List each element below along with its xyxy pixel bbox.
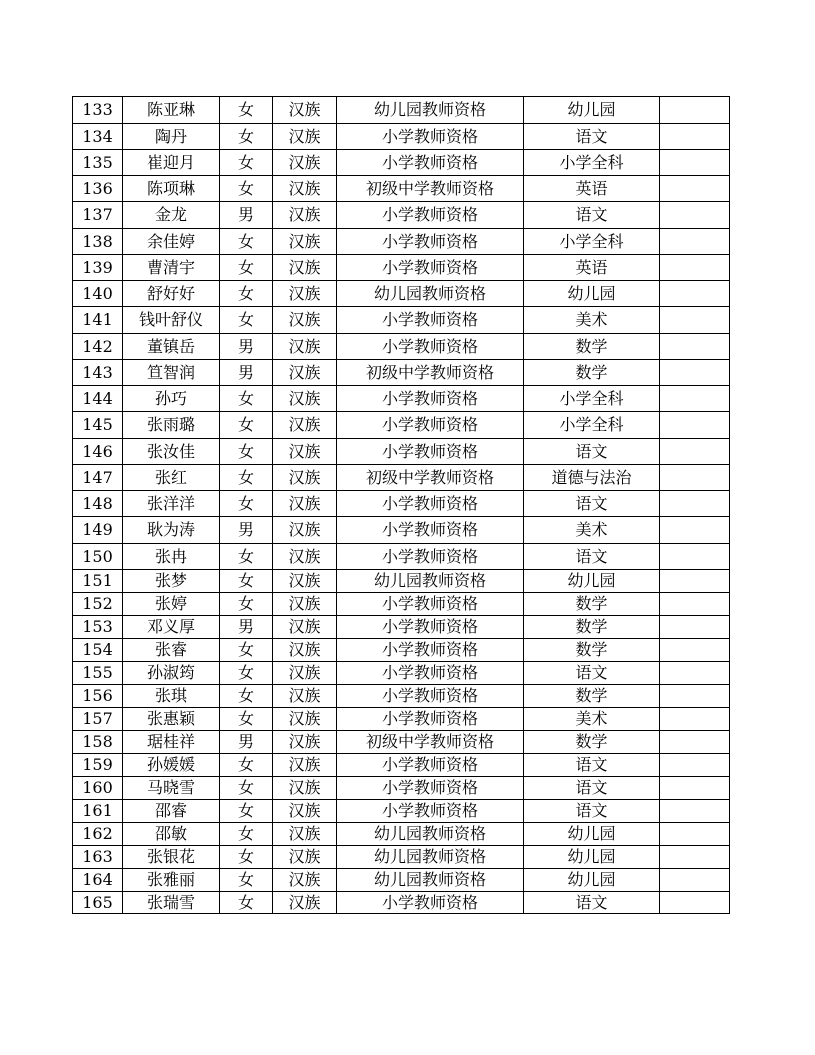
table-row bbox=[73, 465, 730, 491]
certificate-type-cell: 幼儿园教师资格 bbox=[337, 823, 524, 846]
subject-cell: 英语 bbox=[524, 255, 660, 281]
row-number-cell: 148 bbox=[73, 491, 123, 517]
table-row bbox=[73, 754, 730, 777]
ethnicity-cell: 汉族 bbox=[273, 754, 337, 777]
ethnicity-cell: 汉族 bbox=[273, 517, 337, 544]
row-number-cell: 141 bbox=[73, 307, 123, 334]
gender-cell: 女 bbox=[220, 846, 273, 869]
gender-cell: 女 bbox=[220, 412, 273, 439]
ethnicity-cell: 汉族 bbox=[273, 334, 337, 360]
table-row bbox=[73, 281, 730, 307]
gender-cell: 女 bbox=[220, 662, 273, 685]
table-row bbox=[73, 685, 730, 708]
ethnicity-cell: 汉族 bbox=[273, 281, 337, 307]
remarks-cell bbox=[660, 846, 730, 869]
teacher-certificate-table bbox=[72, 96, 730, 914]
ethnicity-cell: 汉族 bbox=[273, 150, 337, 176]
row-number-cell: 154 bbox=[73, 639, 123, 662]
name-cell: 孙淑筠 bbox=[123, 662, 220, 685]
remarks-cell bbox=[660, 731, 730, 754]
row-number-cell: 156 bbox=[73, 685, 123, 708]
subject-cell: 数学 bbox=[524, 731, 660, 754]
certificate-type-cell: 小学教师资格 bbox=[337, 754, 524, 777]
gender-cell: 女 bbox=[220, 150, 273, 176]
certificate-type-cell: 小学教师资格 bbox=[337, 639, 524, 662]
gender-cell: 男 bbox=[220, 334, 273, 360]
table-row bbox=[73, 176, 730, 202]
ethnicity-cell: 汉族 bbox=[273, 97, 337, 124]
table-row bbox=[73, 593, 730, 616]
table-row bbox=[73, 491, 730, 517]
name-cell: 孙媛媛 bbox=[123, 754, 220, 777]
row-number-cell: 150 bbox=[73, 544, 123, 570]
gender-cell: 女 bbox=[220, 255, 273, 281]
name-cell: 张婷 bbox=[123, 593, 220, 616]
row-number-cell: 158 bbox=[73, 731, 123, 754]
name-cell: 邓义厚 bbox=[123, 616, 220, 639]
certificate-type-cell: 小学教师资格 bbox=[337, 892, 524, 914]
table-row bbox=[73, 708, 730, 731]
table-row bbox=[73, 846, 730, 869]
subject-cell: 语文 bbox=[524, 439, 660, 465]
gender-cell: 女 bbox=[220, 639, 273, 662]
table-row bbox=[73, 334, 730, 360]
remarks-cell bbox=[660, 544, 730, 570]
ethnicity-cell: 汉族 bbox=[273, 465, 337, 491]
row-number-cell: 147 bbox=[73, 465, 123, 491]
table-row bbox=[73, 386, 730, 412]
remarks-cell bbox=[660, 202, 730, 229]
name-cell: 张汝佳 bbox=[123, 439, 220, 465]
table-row bbox=[73, 202, 730, 229]
name-cell: 崔迎月 bbox=[123, 150, 220, 176]
subject-cell: 数学 bbox=[524, 593, 660, 616]
remarks-cell bbox=[660, 823, 730, 846]
subject-cell: 英语 bbox=[524, 176, 660, 202]
row-number-cell: 161 bbox=[73, 800, 123, 823]
table-row bbox=[73, 777, 730, 800]
certificate-type-cell: 幼儿园教师资格 bbox=[337, 846, 524, 869]
certificate-type-cell: 初级中学教师资格 bbox=[337, 360, 524, 386]
row-number-cell: 143 bbox=[73, 360, 123, 386]
table-row bbox=[73, 412, 730, 439]
table-row bbox=[73, 97, 730, 124]
certificate-type-cell: 小学教师资格 bbox=[337, 616, 524, 639]
gender-cell: 女 bbox=[220, 307, 273, 334]
certificate-type-cell: 小学教师资格 bbox=[337, 439, 524, 465]
ethnicity-cell: 汉族 bbox=[273, 777, 337, 800]
subject-cell: 数学 bbox=[524, 334, 660, 360]
ethnicity-cell: 汉族 bbox=[273, 800, 337, 823]
certificate-type-cell: 幼儿园教师资格 bbox=[337, 869, 524, 892]
name-cell: 金龙 bbox=[123, 202, 220, 229]
name-cell: 张雨璐 bbox=[123, 412, 220, 439]
ethnicity-cell: 汉族 bbox=[273, 176, 337, 202]
remarks-cell bbox=[660, 754, 730, 777]
certificate-type-cell: 小学教师资格 bbox=[337, 685, 524, 708]
subject-cell: 数学 bbox=[524, 639, 660, 662]
ethnicity-cell: 汉族 bbox=[273, 386, 337, 412]
name-cell: 张琪 bbox=[123, 685, 220, 708]
certificate-type-cell: 小学教师资格 bbox=[337, 124, 524, 150]
name-cell: 张雅丽 bbox=[123, 869, 220, 892]
subject-cell: 幼儿园 bbox=[524, 570, 660, 593]
remarks-cell bbox=[660, 639, 730, 662]
gender-cell: 女 bbox=[220, 386, 273, 412]
table-row bbox=[73, 544, 730, 570]
name-cell: 张银花 bbox=[123, 846, 220, 869]
remarks-cell bbox=[660, 570, 730, 593]
ethnicity-cell: 汉族 bbox=[273, 491, 337, 517]
row-number-cell: 159 bbox=[73, 754, 123, 777]
name-cell: 耿为涛 bbox=[123, 517, 220, 544]
gender-cell: 男 bbox=[220, 616, 273, 639]
table-row bbox=[73, 892, 730, 914]
certificate-type-cell: 小学教师资格 bbox=[337, 229, 524, 255]
row-number-cell: 164 bbox=[73, 869, 123, 892]
gender-cell: 女 bbox=[220, 465, 273, 491]
certificate-type-cell: 小学教师资格 bbox=[337, 412, 524, 439]
row-number-cell: 136 bbox=[73, 176, 123, 202]
gender-cell: 女 bbox=[220, 777, 273, 800]
subject-cell: 语文 bbox=[524, 754, 660, 777]
row-number-cell: 146 bbox=[73, 439, 123, 465]
ethnicity-cell: 汉族 bbox=[273, 229, 337, 255]
ethnicity-cell: 汉族 bbox=[273, 823, 337, 846]
ethnicity-cell: 汉族 bbox=[273, 124, 337, 150]
table-row bbox=[73, 517, 730, 544]
certificate-type-cell: 小学教师资格 bbox=[337, 334, 524, 360]
ethnicity-cell: 汉族 bbox=[273, 892, 337, 914]
certificate-type-cell: 幼儿园教师资格 bbox=[337, 97, 524, 124]
subject-cell: 数学 bbox=[524, 616, 660, 639]
row-number-cell: 153 bbox=[73, 616, 123, 639]
table-row bbox=[73, 639, 730, 662]
row-number-cell: 138 bbox=[73, 229, 123, 255]
certificate-type-cell: 小学教师资格 bbox=[337, 386, 524, 412]
table-row bbox=[73, 229, 730, 255]
name-cell: 张瑞雪 bbox=[123, 892, 220, 914]
name-cell: 邵敏 bbox=[123, 823, 220, 846]
subject-cell: 小学全科 bbox=[524, 412, 660, 439]
gender-cell: 男 bbox=[220, 731, 273, 754]
name-cell: 孙巧 bbox=[123, 386, 220, 412]
subject-cell: 幼儿园 bbox=[524, 846, 660, 869]
subject-cell: 美术 bbox=[524, 307, 660, 334]
gender-cell: 女 bbox=[220, 281, 273, 307]
gender-cell: 女 bbox=[220, 97, 273, 124]
name-cell: 马晓雪 bbox=[123, 777, 220, 800]
gender-cell: 女 bbox=[220, 176, 273, 202]
gender-cell: 女 bbox=[220, 754, 273, 777]
gender-cell: 女 bbox=[220, 708, 273, 731]
subject-cell: 小学全科 bbox=[524, 150, 660, 176]
remarks-cell bbox=[660, 685, 730, 708]
gender-cell: 女 bbox=[220, 124, 273, 150]
ethnicity-cell: 汉族 bbox=[273, 846, 337, 869]
remarks-cell bbox=[660, 869, 730, 892]
row-number-cell: 139 bbox=[73, 255, 123, 281]
gender-cell: 女 bbox=[220, 892, 273, 914]
remarks-cell bbox=[660, 307, 730, 334]
ethnicity-cell: 汉族 bbox=[273, 202, 337, 229]
name-cell: 舒好好 bbox=[123, 281, 220, 307]
row-number-cell: 135 bbox=[73, 150, 123, 176]
gender-cell: 男 bbox=[220, 360, 273, 386]
table-row bbox=[73, 439, 730, 465]
name-cell: 张红 bbox=[123, 465, 220, 491]
certificate-type-cell: 幼儿园教师资格 bbox=[337, 281, 524, 307]
remarks-cell bbox=[660, 360, 730, 386]
table-row bbox=[73, 800, 730, 823]
subject-cell: 小学全科 bbox=[524, 229, 660, 255]
ethnicity-cell: 汉族 bbox=[273, 544, 337, 570]
remarks-cell bbox=[660, 255, 730, 281]
table-body bbox=[73, 97, 730, 914]
certificate-type-cell: 小学教师资格 bbox=[337, 544, 524, 570]
subject-cell: 幼儿园 bbox=[524, 869, 660, 892]
ethnicity-cell: 汉族 bbox=[273, 360, 337, 386]
table-row bbox=[73, 662, 730, 685]
certificate-type-cell: 小学教师资格 bbox=[337, 593, 524, 616]
certificate-type-cell: 初级中学教师资格 bbox=[337, 465, 524, 491]
gender-cell: 女 bbox=[220, 685, 273, 708]
ethnicity-cell: 汉族 bbox=[273, 570, 337, 593]
subject-cell: 语文 bbox=[524, 491, 660, 517]
subject-cell: 数学 bbox=[524, 685, 660, 708]
name-cell: 余佳婷 bbox=[123, 229, 220, 255]
ethnicity-cell: 汉族 bbox=[273, 307, 337, 334]
certificate-type-cell: 小学教师资格 bbox=[337, 777, 524, 800]
gender-cell: 女 bbox=[220, 544, 273, 570]
table-row bbox=[73, 731, 730, 754]
row-number-cell: 152 bbox=[73, 593, 123, 616]
remarks-cell bbox=[660, 439, 730, 465]
remarks-cell bbox=[660, 616, 730, 639]
remarks-cell bbox=[660, 800, 730, 823]
certificate-type-cell: 小学教师资格 bbox=[337, 517, 524, 544]
remarks-cell bbox=[660, 176, 730, 202]
certificate-type-cell: 小学教师资格 bbox=[337, 800, 524, 823]
ethnicity-cell: 汉族 bbox=[273, 869, 337, 892]
row-number-cell: 137 bbox=[73, 202, 123, 229]
name-cell: 张睿 bbox=[123, 639, 220, 662]
gender-cell: 女 bbox=[220, 439, 273, 465]
ethnicity-cell: 汉族 bbox=[273, 708, 337, 731]
subject-cell: 道德与法治 bbox=[524, 465, 660, 491]
subject-cell: 语文 bbox=[524, 800, 660, 823]
subject-cell: 语文 bbox=[524, 777, 660, 800]
remarks-cell bbox=[660, 708, 730, 731]
row-number-cell: 133 bbox=[73, 97, 123, 124]
subject-cell: 语文 bbox=[524, 892, 660, 914]
certificate-type-cell: 初级中学教师资格 bbox=[337, 176, 524, 202]
gender-cell: 男 bbox=[220, 202, 273, 229]
name-cell: 邵睿 bbox=[123, 800, 220, 823]
certificate-type-cell: 小学教师资格 bbox=[337, 662, 524, 685]
name-cell: 张冉 bbox=[123, 544, 220, 570]
subject-cell: 美术 bbox=[524, 708, 660, 731]
name-cell: 董镇岳 bbox=[123, 334, 220, 360]
remarks-cell bbox=[660, 97, 730, 124]
name-cell: 陈亚琳 bbox=[123, 97, 220, 124]
ethnicity-cell: 汉族 bbox=[273, 639, 337, 662]
subject-cell: 语文 bbox=[524, 662, 660, 685]
ethnicity-cell: 汉族 bbox=[273, 593, 337, 616]
remarks-cell bbox=[660, 662, 730, 685]
name-cell: 笪智润 bbox=[123, 360, 220, 386]
gender-cell: 女 bbox=[220, 869, 273, 892]
ethnicity-cell: 汉族 bbox=[273, 439, 337, 465]
remarks-cell bbox=[660, 281, 730, 307]
subject-cell: 语文 bbox=[524, 202, 660, 229]
gender-cell: 女 bbox=[220, 800, 273, 823]
gender-cell: 男 bbox=[220, 517, 273, 544]
subject-cell: 幼儿园 bbox=[524, 823, 660, 846]
subject-cell: 小学全科 bbox=[524, 386, 660, 412]
ethnicity-cell: 汉族 bbox=[273, 616, 337, 639]
ethnicity-cell: 汉族 bbox=[273, 412, 337, 439]
name-cell: 曹清宇 bbox=[123, 255, 220, 281]
remarks-cell bbox=[660, 777, 730, 800]
row-number-cell: 163 bbox=[73, 846, 123, 869]
subject-cell: 语文 bbox=[524, 544, 660, 570]
table-row bbox=[73, 255, 730, 281]
row-number-cell: 162 bbox=[73, 823, 123, 846]
row-number-cell: 134 bbox=[73, 124, 123, 150]
certificate-type-cell: 小学教师资格 bbox=[337, 491, 524, 517]
ethnicity-cell: 汉族 bbox=[273, 662, 337, 685]
certificate-type-cell: 小学教师资格 bbox=[337, 202, 524, 229]
remarks-cell bbox=[660, 386, 730, 412]
row-number-cell: 144 bbox=[73, 386, 123, 412]
subject-cell: 幼儿园 bbox=[524, 97, 660, 124]
remarks-cell bbox=[660, 491, 730, 517]
name-cell: 张洋洋 bbox=[123, 491, 220, 517]
subject-cell: 语文 bbox=[524, 124, 660, 150]
certificate-type-cell: 小学教师资格 bbox=[337, 708, 524, 731]
table-row bbox=[73, 616, 730, 639]
remarks-cell bbox=[660, 593, 730, 616]
certificate-type-cell: 小学教师资格 bbox=[337, 150, 524, 176]
remarks-cell bbox=[660, 412, 730, 439]
gender-cell: 女 bbox=[220, 593, 273, 616]
remarks-cell bbox=[660, 334, 730, 360]
remarks-cell bbox=[660, 517, 730, 544]
ethnicity-cell: 汉族 bbox=[273, 685, 337, 708]
row-number-cell: 157 bbox=[73, 708, 123, 731]
remarks-cell bbox=[660, 465, 730, 491]
remarks-cell bbox=[660, 124, 730, 150]
certificate-type-cell: 幼儿园教师资格 bbox=[337, 570, 524, 593]
remarks-cell bbox=[660, 892, 730, 914]
gender-cell: 女 bbox=[220, 491, 273, 517]
subject-cell: 美术 bbox=[524, 517, 660, 544]
subject-cell: 数学 bbox=[524, 360, 660, 386]
table-row bbox=[73, 307, 730, 334]
table-row bbox=[73, 124, 730, 150]
row-number-cell: 145 bbox=[73, 412, 123, 439]
row-number-cell: 142 bbox=[73, 334, 123, 360]
table-row bbox=[73, 150, 730, 176]
ethnicity-cell: 汉族 bbox=[273, 255, 337, 281]
row-number-cell: 151 bbox=[73, 570, 123, 593]
remarks-cell bbox=[660, 150, 730, 176]
certificate-type-cell: 初级中学教师资格 bbox=[337, 731, 524, 754]
name-cell: 陈项琳 bbox=[123, 176, 220, 202]
table-row bbox=[73, 869, 730, 892]
subject-cell: 幼儿园 bbox=[524, 281, 660, 307]
name-cell: 钱叶舒仪 bbox=[123, 307, 220, 334]
row-number-cell: 149 bbox=[73, 517, 123, 544]
table-row bbox=[73, 570, 730, 593]
certificate-type-cell: 小学教师资格 bbox=[337, 307, 524, 334]
row-number-cell: 140 bbox=[73, 281, 123, 307]
gender-cell: 女 bbox=[220, 570, 273, 593]
row-number-cell: 165 bbox=[73, 892, 123, 914]
row-number-cell: 155 bbox=[73, 662, 123, 685]
table-row bbox=[73, 360, 730, 386]
ethnicity-cell: 汉族 bbox=[273, 731, 337, 754]
name-cell: 琚桂祥 bbox=[123, 731, 220, 754]
name-cell: 张惠颖 bbox=[123, 708, 220, 731]
gender-cell: 女 bbox=[220, 823, 273, 846]
table-row bbox=[73, 823, 730, 846]
certificate-type-cell: 小学教师资格 bbox=[337, 255, 524, 281]
row-number-cell: 160 bbox=[73, 777, 123, 800]
remarks-cell bbox=[660, 229, 730, 255]
name-cell: 张梦 bbox=[123, 570, 220, 593]
name-cell: 陶丹 bbox=[123, 124, 220, 150]
gender-cell: 女 bbox=[220, 229, 273, 255]
